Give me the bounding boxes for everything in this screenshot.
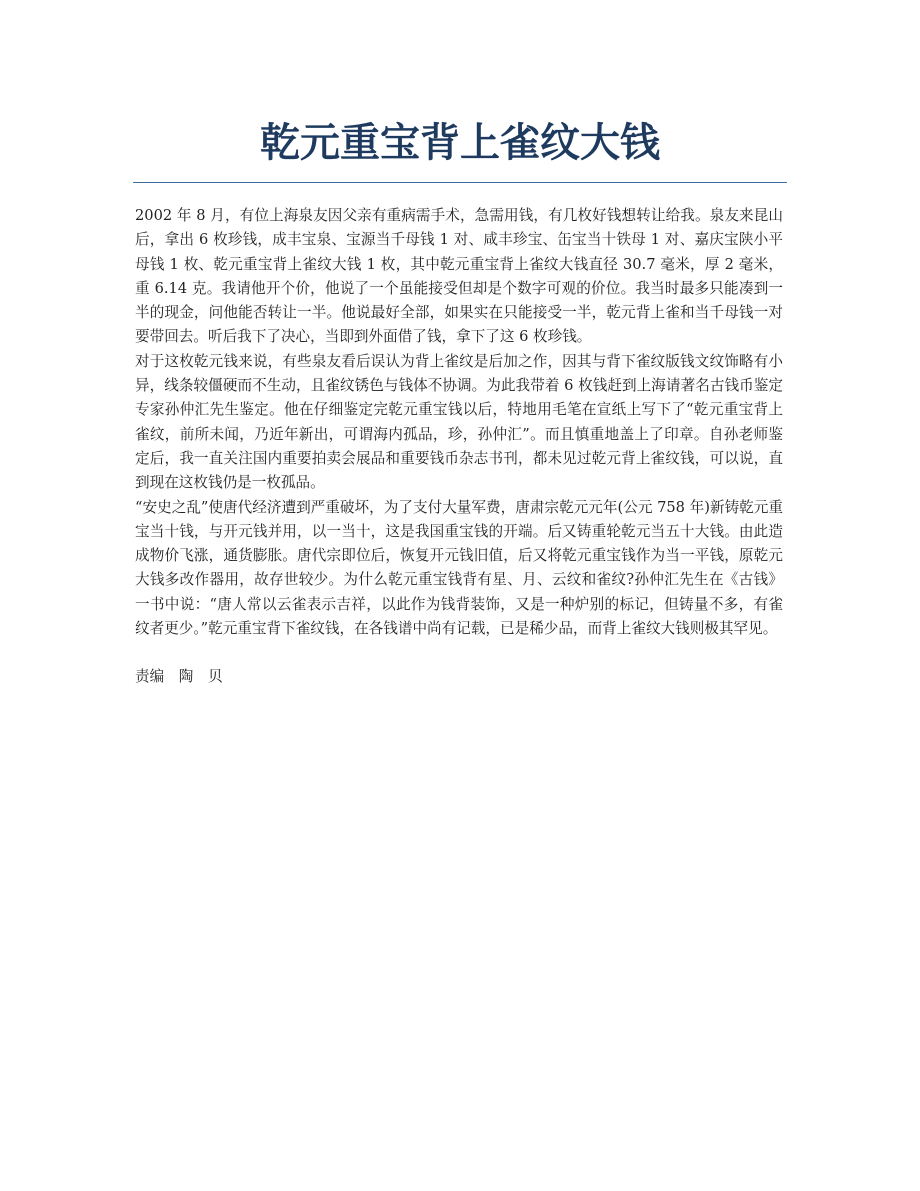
paragraph-2: 对于这枚乾元钱来说，有些泉友看后误认为背上雀纹是后加之作，因其与背下雀纹版钱文纹饰略有小异，线条较僵硬而不生动，且雀纹锈色与钱体不协调。为此我带着 6 枚钱赶到上海请著名古钱币鉴定专家孙仲汇先生鉴定。他在仔细鉴定完乾元重宝钱以后，特地用毛笔在宣纸上写下了“乾元重宝背上雀纹，前所未闻，乃近年新出，可谓海内孤品，珍，孙仲汇”。而且慎重地盖上了印章。自孙老师鉴定后，我一直关注国内重要拍卖会展品和重要钱币杂志书刊，都未见过乾元背上雀纹钱，可以说，直到现在这枚钱仍是一枚孤品。 xyxy=(135,352,783,492)
paragraph-3: “安史之乱”使唐代经济遭到严重破坏，为了支付大量军费，唐肃宗乾元元年(公元 758 年)新铸乾元重宝当十钱，与开元钱并用，以一当十，这是我国重宝钱的开端。后又铸重轮乾元当五十大钱。由此造成物价飞涨，通货膨胀。唐代宗即位后，恢复开元钱旧值，后又将乾元重宝钱作为当一平钱，原乾元大钱多改作器用，故存世较少。为什么乾元重宝钱背有星、月、云纹和雀纹?孙仲汇先生在《古钱》一书中说：“唐人常以云雀表示吉祥，以此作为钱背装饰，又是一种炉别的标记，但铸量不多，有雀纹者更少。”乾元重宝背下雀纹钱，在各钱谱中尚有记载，已是稀少品，而背上雀纹大钱则极其罕见。 xyxy=(135,498,783,638)
title-divider xyxy=(133,182,787,183)
article-body xyxy=(135,204,783,690)
paragraph-1: 2002 年 8 月，有位上海泉友因父亲有重病需手术，急需用钱，有几枚好钱想转让给我。泉友来昆山后，拿出 6 枚珍钱，成丰宝泉、宝源当千母钱 1 对、咸丰珍宝、缶宝当十铁母 1 对、嘉庆宝陕小平母钱 1 枚、乾元重宝背上雀纹大钱 1 枚，其中乾元重宝背上雀纹大钱直径 30.7 毫米，厚 2 毫米，重 6.14 克。我请他开个价，他说了一个虽能接受但却是个数字可观的价位。我当时最多只能凑到一半的现金，问他能否转让一半。他说最好全部，如果实在只能接受一半，乾元背上雀和当千母钱一对要带回去。听后我下了决心，当即到外面借了钱，拿下了这 6 枚珍钱。 xyxy=(135,207,783,346)
editor-credit: 责编 陶 贝 xyxy=(135,668,223,686)
page-title: 乾元重宝背上雀纹大钱 xyxy=(260,120,660,166)
